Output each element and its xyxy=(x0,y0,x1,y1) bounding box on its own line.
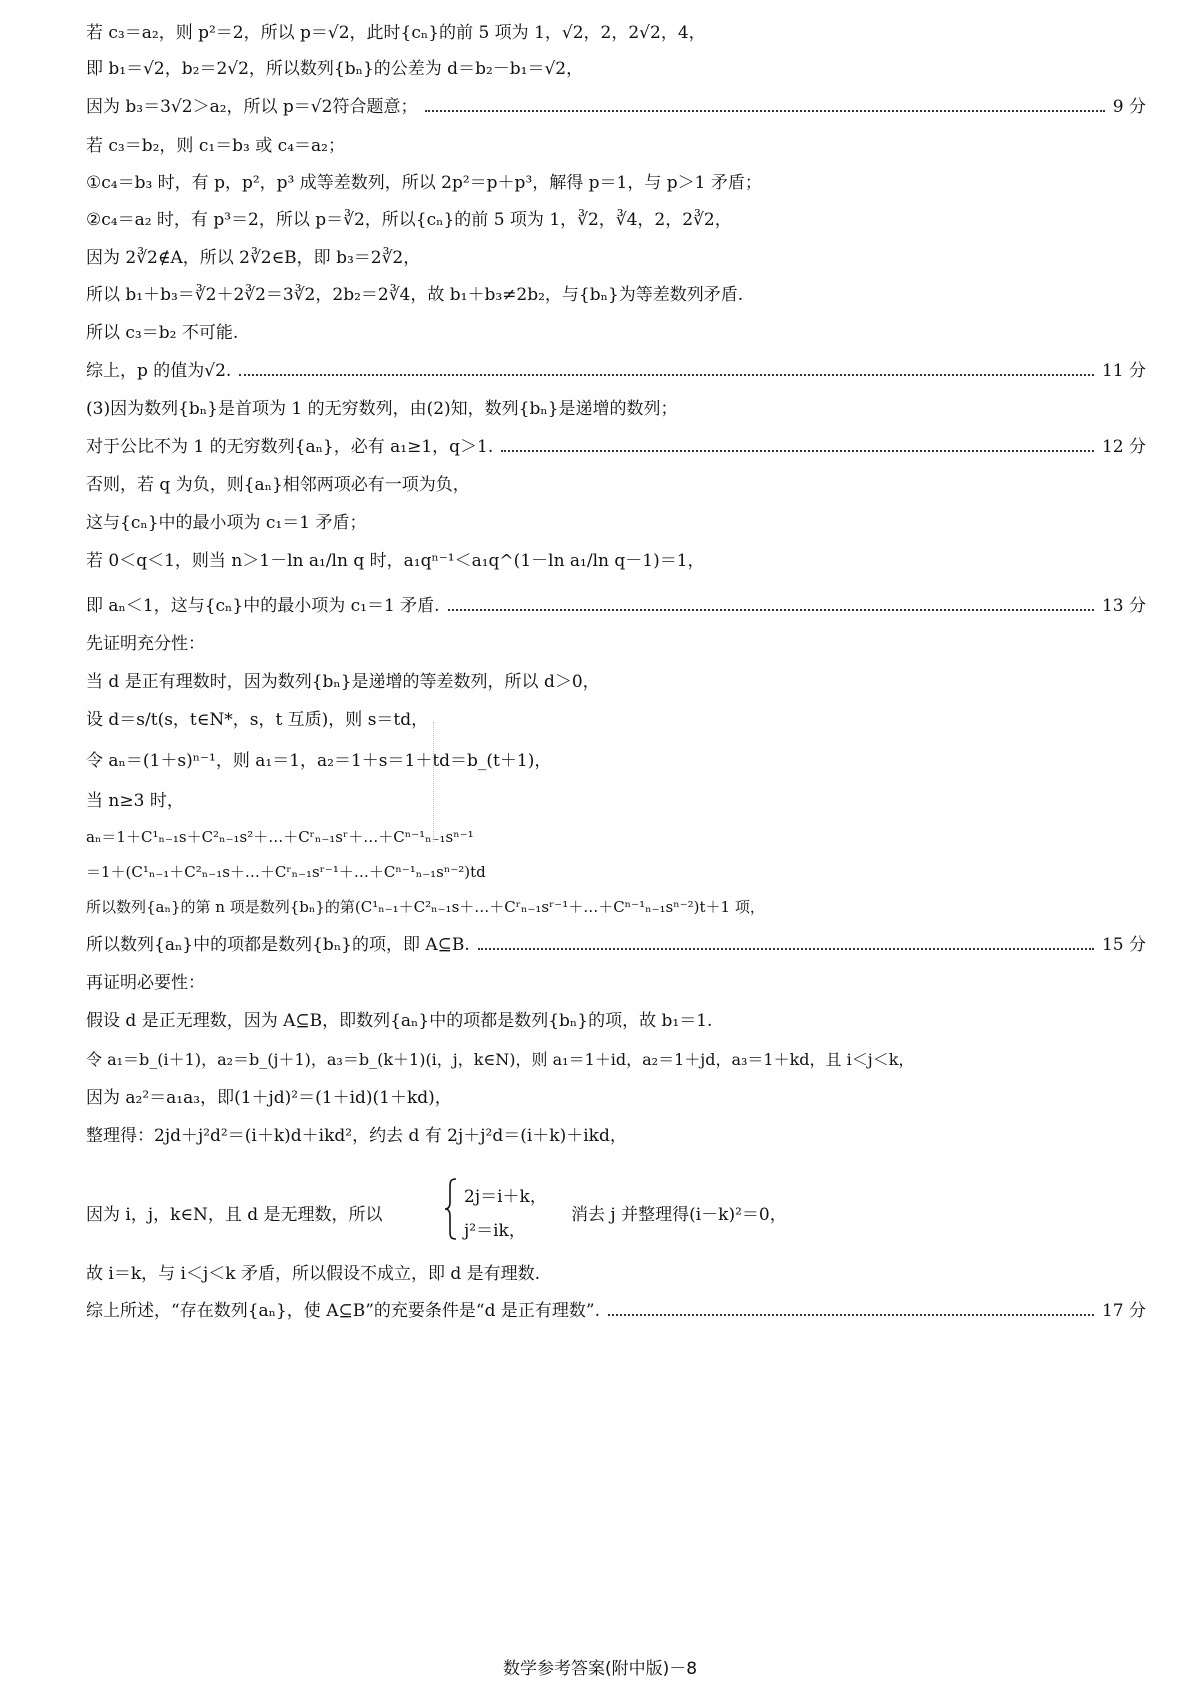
line-text: 所以数列{aₙ}的第 n 项是数列{bₙ}的第(C¹ₙ₋₁＋C²ₙ₋₁s＋…＋Cʳₙ₋₁sʳ⁻¹＋…＋Cⁿ⁻¹ₙ₋₁sⁿ⁻²)t＋1 项， xyxy=(86,898,765,916)
line-text: 当 d 是正有理数时，因为数列{bₙ}是递增的等差数列，所以 d＞0， xyxy=(86,672,600,692)
system-equation-2: j²＝ik， xyxy=(464,1221,526,1241)
text-line xyxy=(86,284,1146,306)
line-text: 因为 b₃＝3√2＞a₂，所以 p＝√2符合题意； xyxy=(86,97,418,117)
text-line xyxy=(86,861,1146,883)
text-line xyxy=(86,934,1146,956)
line-text: ＝1＋(C¹ₙ₋₁＋C²ₙ₋₁s＋…＋Cʳₙ₋₁sʳ⁻¹＋…＋Cⁿ⁻¹ₙ₋₁sⁿ⁻²)td xyxy=(86,863,486,881)
text-line xyxy=(86,512,1146,534)
line-text: 这与{cₙ}中的最小项为 c₁＝1 矛盾； xyxy=(86,513,367,533)
text-line xyxy=(86,135,1146,157)
text-line xyxy=(86,360,1146,382)
text-line xyxy=(86,709,1146,731)
line-text: 综上，p 的值为√2. xyxy=(86,361,232,381)
line-text: aₙ＝1＋C¹ₙ₋₁s＋C²ₙ₋₁s²＋…＋Cʳₙ₋₁sʳ＋…＋Cⁿ⁻¹ₙ₋₁sⁿ⁻¹ xyxy=(86,828,474,846)
score-label: 9 分 xyxy=(1112,97,1146,117)
line-text: ②c₄＝a₂ 时，有 p³＝2，所以 p＝∛2，所以{cₙ}的前 5 项为 1，∛2，∛4，2，2∛2， xyxy=(86,210,732,230)
line-text: 综上所述，“存在数列{aₙ}，使 A⊆B”的充要条件是“d 是正有理数”. xyxy=(86,1301,600,1321)
dot-leader xyxy=(425,110,1104,112)
line-text: 假设 d 是正无理数，因为 A⊆B，即数列{aₙ}中的项都是数列{bₙ}的项，故 b₁＝1. xyxy=(86,1011,713,1031)
text-line xyxy=(86,172,1146,194)
score-label: 13 分 xyxy=(1101,596,1146,616)
dot-leader xyxy=(608,1314,1094,1316)
line-text: (3)因为数列{bₙ}是首项为 1 的无穷数列，由(2)知，数列{bₙ}是递增的数列； xyxy=(86,399,678,419)
line-text: 所以 c₃＝b₂ 不可能. xyxy=(86,323,239,343)
score-label: 17 分 xyxy=(1101,1301,1146,1321)
line-text: 令 a₁＝b_(i＋1)，a₂＝b_(j＋1)，a₃＝b_(k＋1)(i，j，k∈N)，则 a₁＝1＋id，a₂＝1＋jd，a₃＝1＋kd，且 i＜j＜k， xyxy=(86,1050,915,1069)
text-line xyxy=(86,750,1146,772)
dot-leader xyxy=(448,609,1094,611)
text-line xyxy=(86,790,1146,812)
line-text: ①c₄＝b₃ 时，有 p，p²，p³ 成等差数列，所以 2p²＝p＋p³，解得 p＝1，与 p＞1 矛盾； xyxy=(86,173,762,193)
text-line xyxy=(86,436,1146,458)
text-line xyxy=(86,1049,1146,1071)
dot-leader xyxy=(239,374,1094,376)
system-equation-1: 2j＝i＋k， xyxy=(464,1187,547,1207)
text-line xyxy=(86,96,1146,118)
text-line xyxy=(86,1010,1146,1032)
text-line xyxy=(86,1263,1146,1285)
text-line xyxy=(86,474,1146,496)
line-text: 先证明充分性： xyxy=(86,634,205,654)
text-line xyxy=(86,972,1146,994)
line-text: 即 b₁＝√2，b₂＝2√2，所以数列{bₙ}的公差为 d＝b₂－b₁＝√2， xyxy=(86,59,584,79)
line-text: 因为 2∛2∉A，所以 2∛2∈B，即 b₃＝2∛2， xyxy=(86,248,421,268)
text-line xyxy=(86,595,1146,617)
text-line xyxy=(86,209,1146,231)
line-text: 设 d＝s/t(s，t∈N*，s，t 互质)，则 s＝td， xyxy=(86,710,429,730)
text-line xyxy=(86,22,1146,44)
text-line xyxy=(86,58,1146,80)
line-text: 令 aₙ＝(1＋s)ⁿ⁻¹，则 a₁＝1，a₂＝1＋s＝1＋td＝b_(t＋1)， xyxy=(86,751,552,771)
system-intro: 因为 i，j，k∈N，且 d 是无理数，所以 xyxy=(86,1205,383,1225)
score-label: 11 分 xyxy=(1101,361,1146,381)
text-line xyxy=(86,322,1146,344)
dot-leader xyxy=(501,450,1094,452)
line-text: 因为 a₂²＝a₁a₃，即(1＋jd)²＝(1＋id)(1＋kd)， xyxy=(86,1088,452,1108)
text-line xyxy=(86,550,1146,572)
text-line xyxy=(86,1125,1146,1147)
line-text: 否则，若 q 为负，则{aₙ}相邻两项必有一项为负， xyxy=(86,475,470,495)
text-line xyxy=(86,1087,1146,1109)
text-line xyxy=(86,671,1146,693)
text-line xyxy=(86,896,1146,918)
line-text: 若 c₃＝b₂，则 c₁＝b₃ 或 c₄＝a₂； xyxy=(86,136,345,156)
dot-leader xyxy=(478,948,1094,950)
line-text: 若 0＜q＜1，则当 n＞1－ln a₁/ln q 时，a₁qⁿ⁻¹＜a₁q^(1－ln a₁/ln q－1)＝1， xyxy=(86,551,705,571)
text-line xyxy=(86,826,1146,848)
system-conclusion: 消去 j 并整理得(i－k)²＝0， xyxy=(571,1205,787,1225)
line-text: 对于公比不为 1 的无穷数列{aₙ}，必有 a₁≥1，q＞1. xyxy=(86,437,494,457)
line-text: 当 n≥3 时， xyxy=(86,791,184,811)
text-line xyxy=(86,247,1146,269)
line-text: 再证明必要性： xyxy=(86,973,205,993)
text-line xyxy=(86,1300,1146,1322)
equation-system-line xyxy=(86,1178,1146,1242)
score-label: 15 分 xyxy=(1101,935,1146,955)
line-text: 整理得：2jd＋j²d²＝(i＋k)d＋ikd²，约去 d 有 2j＋j²d＝(i＋k)＋ikd， xyxy=(86,1126,627,1146)
text-line xyxy=(86,633,1146,655)
line-text: 即 aₙ＜1，这与{cₙ}中的最小项为 c₁＝1 矛盾. xyxy=(86,596,440,616)
line-text: 所以数列{aₙ}中的项都是数列{bₙ}的项，即 A⊆B. xyxy=(86,935,470,955)
score-label: 12 分 xyxy=(1101,437,1146,457)
line-text: 若 c₃＝a₂，则 p²＝2，所以 p＝√2，此时{cₙ}的前 5 项为 1，√2，2，2√2，4， xyxy=(86,23,706,43)
line-text: 故 i＝k，与 i＜j＜k 矛盾，所以假设不成立，即 d 是有理数. xyxy=(86,1264,541,1284)
text-line xyxy=(86,398,1146,420)
left-brace-icon xyxy=(444,1178,458,1240)
page-footer: 数学参考答案(附中版)－8 xyxy=(502,1659,698,1679)
scan-mark xyxy=(433,722,434,842)
line-text: 所以 b₁＋b₃＝∛2＋2∛2＝3∛2，2b₂＝2∛4，故 b₁＋b₃≠2b₂，与{bₙ}为等差数列矛盾. xyxy=(86,285,744,305)
